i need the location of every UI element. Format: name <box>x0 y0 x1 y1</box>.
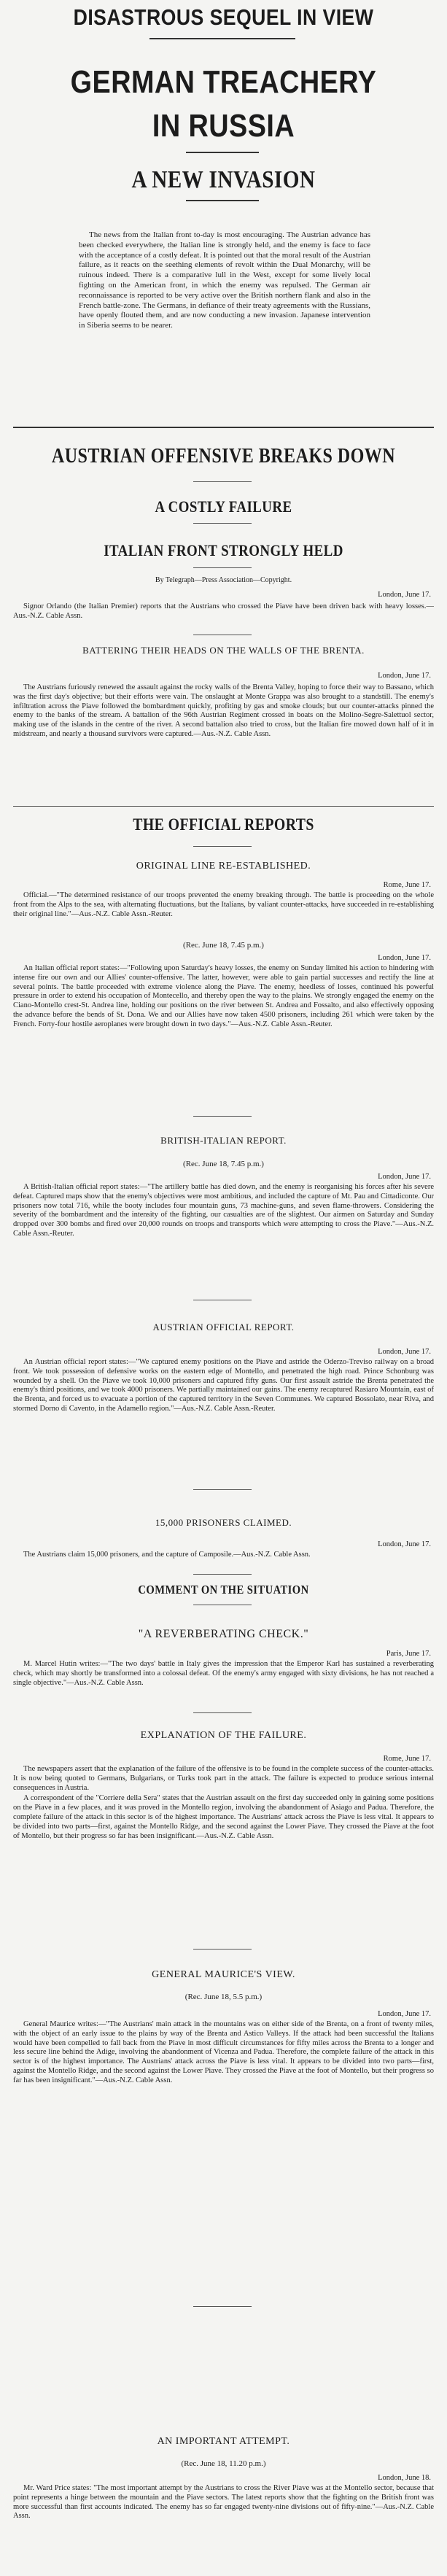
explanation-text-1: The newspapers assert that the explanation of the failure of the offensive is to be found in the complete success of the counter-attacks. It is now being quoted to Germans, Bulgarians, or Turks took part in the attack. The failure is expected to produce serious internal consequences in Austria. <box>13 1765 434 1792</box>
divider <box>193 481 252 482</box>
heading-british-italian: BRITISH-ITALIAN REPORT. <box>160 1135 287 1146</box>
heading-important-attempt: AN IMPORTANT ATTEMPT. <box>157 2436 290 2447</box>
divider <box>193 2306 252 2307</box>
attempt-paragraph <box>13 2484 434 2570</box>
rome-paragraph <box>13 891 434 938</box>
dateline: London, June 17. <box>378 2010 431 2018</box>
divider <box>193 523 252 524</box>
divider <box>149 38 295 39</box>
comment-text: M. Marcel Hutin writes:—"The two days' battle in Italy gives the impression that the Emperor Karl has sustained a reverberating check, which may shortly be transformed into a colossal defeat. Of the enemy's army engaged with sixty divisions, he has not reached a single objective."—Aus.-N.Z. Cable Assn. <box>13 1660 434 1687</box>
intro-text: The news from the Italian front to-day is most encouraging. The Austrian advance has been checked everywhere, the Italian line is strongly held, and the enemy is face to face with the acceptance of a costly defeat. It is pointed out that the moral result of the Austrian failure, as it reacts on the seething elements of revolt within the Dual Monarchy, will be ruinous indeed. There is a comparative lull in the West, except for some lively local fighting on the American front, in which the enemy was repulsed. The German air reconnaissance is reported to be very active over the British northern flank and also in the French battle-zone. The Germans, in defiance of their treaty agreements with the Russians, have openly flouted them, and are now conducting a new invasion. Japanese intervention in Siberia seems to be nearer. <box>79 230 370 330</box>
lead-paragraph <box>13 602 434 632</box>
rome-text: Official.—"The determined resistance of our troops prevented the enemy breaking through. The battle is proceeding on the whole front from the Alps to the sea, with alternating fluctuations, but the Italians, by valiant counter-attacks, have succeeded in re-establishing their original line."—Aus.-N.Z. Cable Assn.-Reuter. <box>13 891 434 918</box>
dateline: Rome, June 17. <box>383 881 431 889</box>
dateline: London, June 17. <box>378 954 431 962</box>
dateline: London, June 17. <box>378 1540 431 1548</box>
austrian-official-paragraph <box>13 1358 434 1482</box>
divider <box>186 152 259 153</box>
rec-note: (Rec. June 18, 11.20 p.m.) <box>181 2459 266 2468</box>
heading-austrian-official: AUSTRIAN OFFICIAL REPORT. <box>152 1322 295 1332</box>
explanation-paragraph <box>13 1765 434 1943</box>
divider <box>13 806 434 807</box>
dateline: London, June 17. <box>378 1348 431 1356</box>
heading-battering: BATTERING THEIR HEADS ON THE WALLS OF THE BRENTA. <box>82 645 365 656</box>
subhead-reverberating: "A REVERBERATING CHECK." <box>138 1628 309 1640</box>
divider <box>193 1712 252 1713</box>
italian-report-paragraph <box>13 964 434 1110</box>
battering-paragraph <box>13 683 434 800</box>
rec-note: (Rec. June 18, 7.45 p.m.) <box>183 1160 264 1168</box>
attempt-text: Mr. Ward Price states: "The most important attempt by the Austrians to cross the River Piave was at the Montello sector, because that point represents a hinge between the mountain and the Piave sectors. The latest reports show that the fighting on the British front was more successful than first accounts indicated. The enemy has so far engaged twenty-nine divisions out of fifty-nine."—Aus.-N.Z. Cable Assn. <box>13 2484 434 2521</box>
byline: By Telegraph—Press Association—Copyright. <box>155 576 292 584</box>
dateline: London, June 18. <box>378 2474 431 2482</box>
prisoners-paragraph <box>13 1551 434 1572</box>
heading-maurice: GENERAL MAURICE'S VIEW. <box>152 1969 295 1980</box>
headline-austrian-offensive: AUSTRIAN OFFENSIVE BREAKS DOWN <box>51 445 396 468</box>
subhead-italian-front: ITALIAN FRONT STRONGLY HELD <box>104 541 343 559</box>
divider <box>193 1949 252 1950</box>
dateline: London, June 17. <box>378 591 431 599</box>
heading-explanation: EXPLANATION OF THE FAILURE. <box>140 1730 307 1741</box>
headline-in-russia: IN RUSSIA <box>152 108 295 144</box>
divider <box>193 567 252 568</box>
lead-text: Signor Orlando (the Italian Premier) reports that the Austrians who crossed the Piave have been driven back with heavy losses.—Aus.-N.Z. Cable Assn. <box>13 602 434 620</box>
heading-original-line: ORIGINAL LINE RE-ESTABLISHED. <box>136 861 311 872</box>
dateline: Paris, June 17. <box>386 1650 431 1658</box>
comment-paragraph <box>13 1660 434 1711</box>
divider <box>193 1489 252 1490</box>
headline-comment: COMMENT ON THE SITUATION <box>138 1583 309 1597</box>
rec-note: (Rec. June 18, 5.5 p.m.) <box>184 1993 263 2001</box>
british-italian-paragraph <box>13 1183 434 1292</box>
headline-new-invasion: A NEW INVASION <box>131 166 316 193</box>
dateline: London, June 17. <box>378 1173 431 1181</box>
austrian-official-text: An Austrian official report states:—"We captured enemy positions on the Piave and astride the Oderzo-Treviso railway on a broad front. We took possession of defensive works on the eastern edge of Montello, and penetrated the high road. Prince Schonburg was wounded by a shell. On the Piave we took 10,000 prisoners and captured fifty guns. Our first assault astride the Brenta penetrated the enemy's third positions, and we took 4000 prisoners. We partially maintained our gains. The enemy recaptured Rasiaro Mountain, east of the Brenta, and forced us to evacuate a portion of the captured territory in the Seven Communes. We captured Bossolato, near Riva, and stormed Dorno di Cavento, in the Adamello region."—Aus.-N.Z. Cable Assn.-Reuter. <box>13 1358 434 1413</box>
dateline: London, June 17. <box>378 672 431 680</box>
intro-paragraph <box>79 230 370 417</box>
maurice-text: General Maurice writes:—"The Austrians' main attack in the mountains was on either side of the Brenta, on a front of twenty miles, with the object of an early issue to the plains by way of the Brenta and Astico Valleys. If the attack had been successful the Italians would have been compelled to fall back from the Piave in most difficult circumstances for fifty miles across the Brenta to a longer and less secure line behind the Adige, involving the abandonment of Vicenza and Padua. Therefore, the complete failure of the attack in this sector is of the highest importance. The Austrians' attack across the Piave is less vital. It appears to be divided into two parts—first, against the Montello Ridge, and the second against the Lower Piave. They crossed the Piave at the foot of Montello, but their progress so far has been insignificant."—Aus.-N.Z. Cable Assn. <box>13 2020 434 2084</box>
divider <box>193 846 252 847</box>
headline-disastrous-sequel: DISASTROUS SEQUEL IN VIEW <box>73 4 374 30</box>
dateline: Rome, June 17. <box>383 1755 431 1763</box>
subhead-costly-failure: A COSTLY FAILURE <box>155 497 292 516</box>
divider <box>193 1574 252 1575</box>
british-italian-text: A British-Italian official report states:—"The artillery battle has died down, and the enemy is reorganising his forces after his severe defeat. Captured maps show that the enemy's objectives were most ambitious, and included the capture of Mt. Pau and Cittadiconte. Our prisoners now total 716, while the booty includes four mountain guns, 73 machine-guns, and seven flame-throwers. Considering the severity of the bombardment and the intensity of the fighting, our casualties are of the slightest. Our airmen on Saturday and Sunday dropped over 300 bombs and fired over 20,000 rounds on troops and transports which were attempting to cross the Piave."—Aus.-N.Z. Cable Assn.-Reuter. <box>13 1183 434 1238</box>
italian-report-text: An Italian official report states:—"Following upon Saturday's heavy losses, the enemy on Sunday limited his action to hindering with intense fire our own and our Allies' counter-offensive. The latter, however, were able to gain partial successes and rectify the line at several points. The battle proceeded with extreme violence along the Piave. The enemy, heedless of losses, continued his powerful pressure in order to extend his occupation of Montecello, and thereby open the way to the plains. We strongly engaged the enemy on the Ciano-Montello crest-St. Andrea line, holding our positions on the river between St. Andrea and Fossalto, and also effectively opposing the advance before the bends of St. Dona. We and our Allies have now taken 4500 prisoners, including 261 which were taken by the French. Forty-four hostile aeroplanes were brought down in two days."—Aus.-N.Z. Cable Assn.-Reuter. <box>13 964 434 1028</box>
headline-official-reports: THE OFFICIAL REPORTS <box>133 815 314 834</box>
explanation-text-2: A correspondent of the "Corriere della Sera" states that the Austrian assault on the first day succeeded only in gaining some positions on the Piave in a few places, and it was proved in the Montello region, involving the abandonment of Asiago and Padua. Therefore, the complete failure of the attack in this sector is of the highest importance. The Austrians' attack across the Piave is less vital. It appears to be divided into two parts—first, against the Montello Ridge, and the second against the Lower Piave. They crossed the Piave at the foot of Montello, but their progress so far has been insignificant.—Aus.-N.Z. Cable Assn. <box>13 1794 434 1840</box>
prisoners-text: The Austrians claim 15,000 prisoners, and the capture of Camposile.—Aus.-N.Z. Cable Assn. <box>23 1551 311 1559</box>
headline-german-treachery: GERMAN TREACHERY <box>70 64 377 100</box>
divider <box>13 427 434 428</box>
heading-prisoners-claimed: 15,000 PRISONERS CLAIMED. <box>155 1517 292 1528</box>
rec-note: (Rec. June 18, 7.45 p.m.) <box>183 941 264 950</box>
divider <box>186 200 259 201</box>
maurice-paragraph <box>13 2020 434 2297</box>
divider <box>193 1116 252 1117</box>
battering-text: The Austrians furiously renewed the assault against the rocky walls of the Brenta Valley, hoping to force their way to Bassano, which was the first day's objective; but their efforts were vain. The onslaught at Monte Grappa was also brought to a standstill. The enemy's infiltration across the Piave followed the bombardment quickly, profiting by gas and smoke clouds; but our counter-attacks pinned the enemy to the banks of the stream. A battalion of the 96th Austrian Regiment crossed in boats on the Molino-Segre-Salettuol sector, making use of the islands in the centre of the river. A second battalion also tried to cross, but the Italian fire mowed down half of it in midstream, and nearly a thousand survivors were captured.—Aus.-N.Z. Cable Assn. <box>13 683 434 738</box>
